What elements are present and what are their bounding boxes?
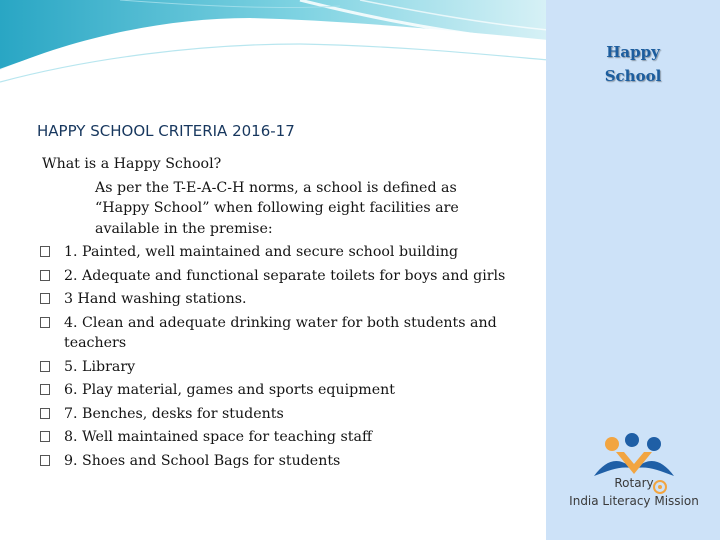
list-item	[40, 313, 520, 354]
checkbox-bullet-icon	[40, 270, 50, 281]
checkbox-bullet-icon	[40, 431, 50, 442]
list-item-text: 2. Adequate and functional separate toilets for boys and girls	[64, 267, 506, 284]
sidebar-title-line1: Happy	[606, 43, 660, 61]
list-item-text: 5. Library	[64, 358, 136, 375]
checkbox-bullet-icon	[40, 246, 50, 257]
list-item-text: 4. Clean and adequate drinking water for both students and teachers	[64, 314, 497, 351]
list-item-text: 6. Play material, games and sports equipment	[64, 382, 395, 398]
list-item	[40, 266, 520, 287]
checkbox-bullet-icon	[40, 317, 50, 328]
list-item	[40, 451, 520, 472]
list-item	[40, 380, 520, 401]
sidebar-title-line2: School	[604, 67, 662, 85]
intro-text: As per the T-E-A-C-H norms, a school is defined as “Happy School” when following eight facilities are available in the premise:	[95, 179, 459, 237]
logo-text-mission: India Literacy Mission	[569, 494, 699, 508]
list-item-text: 8. Well maintained space for teaching staff	[64, 429, 373, 445]
checkbox-bullet-icon	[40, 361, 50, 372]
list-item	[40, 404, 520, 425]
criteria-content	[40, 154, 520, 474]
checkbox-bullet-icon	[40, 384, 50, 395]
list-item	[40, 289, 520, 310]
list-item	[40, 357, 520, 378]
list-item-text: 3 Hand washing stations.	[64, 291, 247, 307]
banner-decoration	[0, 0, 548, 95]
page-title: HAPPY SCHOOL CRITERIA 2016-17	[37, 122, 295, 140]
list-item	[40, 242, 520, 263]
sidebar-title	[546, 40, 720, 88]
checkbox-bullet-icon	[40, 455, 50, 466]
list-item-text: 9. Shoes and School Bags for students	[64, 452, 341, 469]
logo-text-rotary: Rotary	[614, 476, 654, 490]
question-text: What is a Happy School?	[42, 156, 222, 172]
list-item-text: 1. Painted, well maintained and secure school building	[64, 244, 459, 260]
list-item-text: 7. Benches, desks for students	[64, 405, 284, 422]
checkbox-bullet-icon	[40, 293, 50, 304]
checkbox-bullet-icon	[40, 408, 50, 419]
list-item	[40, 427, 520, 448]
